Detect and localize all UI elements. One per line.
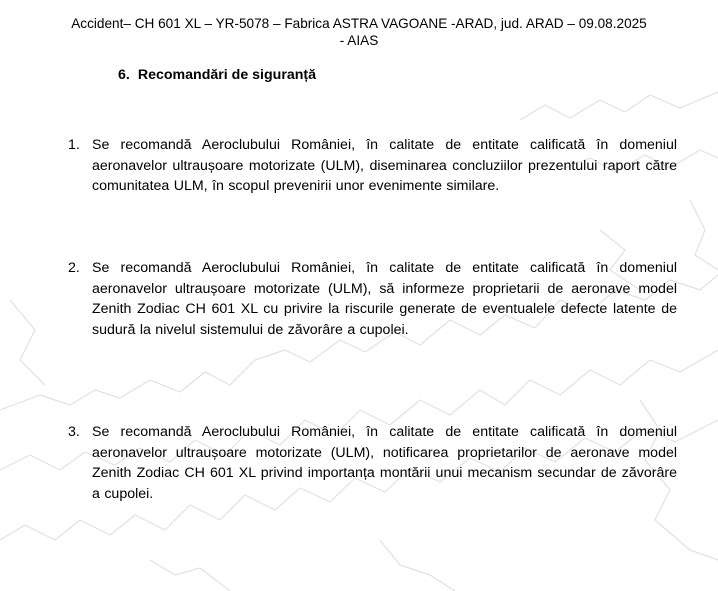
- recommendation-number: 1.: [68, 137, 80, 153]
- document-header: [0, 15, 718, 49]
- recommendation-number: 2.: [68, 260, 80, 276]
- recommendation-number: 3.: [68, 424, 80, 440]
- recommendation-text: Se recomandă Aeroclubului României, în calitate de entitate calificată în domeniul aeronavelor ultraușoare motorizate (ULM), notificarea proprietarilor de aeronave model Zenith Zodiac CH 601 XL privind importanța montării unui mecanism secundar de zăvorâre a cupolei.: [92, 424, 677, 502]
- header-line-2: - AIAS: [339, 33, 379, 48]
- recommendation-text: Se recomandă Aeroclubului României, în calitate de entitate calificată în domeniul aeronavelor ultraușoare motorizate (ULM), să informeze proprietarii de aeronave model Zenith Zodiac CH 601 XL cu privire la riscurile generate de eventualele defecte latente de sudură la nivelul sistemului de zăvorâre a cupolei.: [92, 260, 677, 338]
- recommendation-item: [68, 135, 678, 197]
- recommendation-text: Se recomandă Aeroclubului României, în calitate de entitate calificată în domeniul aeronavelor ultraușoare motorizate (ULM), diseminarea concluziilor prezentului raport către comunitatea ULM, în scopul prevenirii unor evenimente similare.: [92, 137, 677, 194]
- section-heading: [118, 67, 316, 83]
- section-title: Recomandări de siguranță: [137, 67, 317, 83]
- section-number: 6.: [118, 67, 130, 83]
- recommendation-item: [68, 422, 678, 504]
- header-line-1: Accident– CH 601 XL – YR-5078 – Fabrica ASTRA VAGOANE -ARAD, jud. ARAD – 09.08.2025: [71, 16, 647, 31]
- recommendation-item: [68, 258, 678, 340]
